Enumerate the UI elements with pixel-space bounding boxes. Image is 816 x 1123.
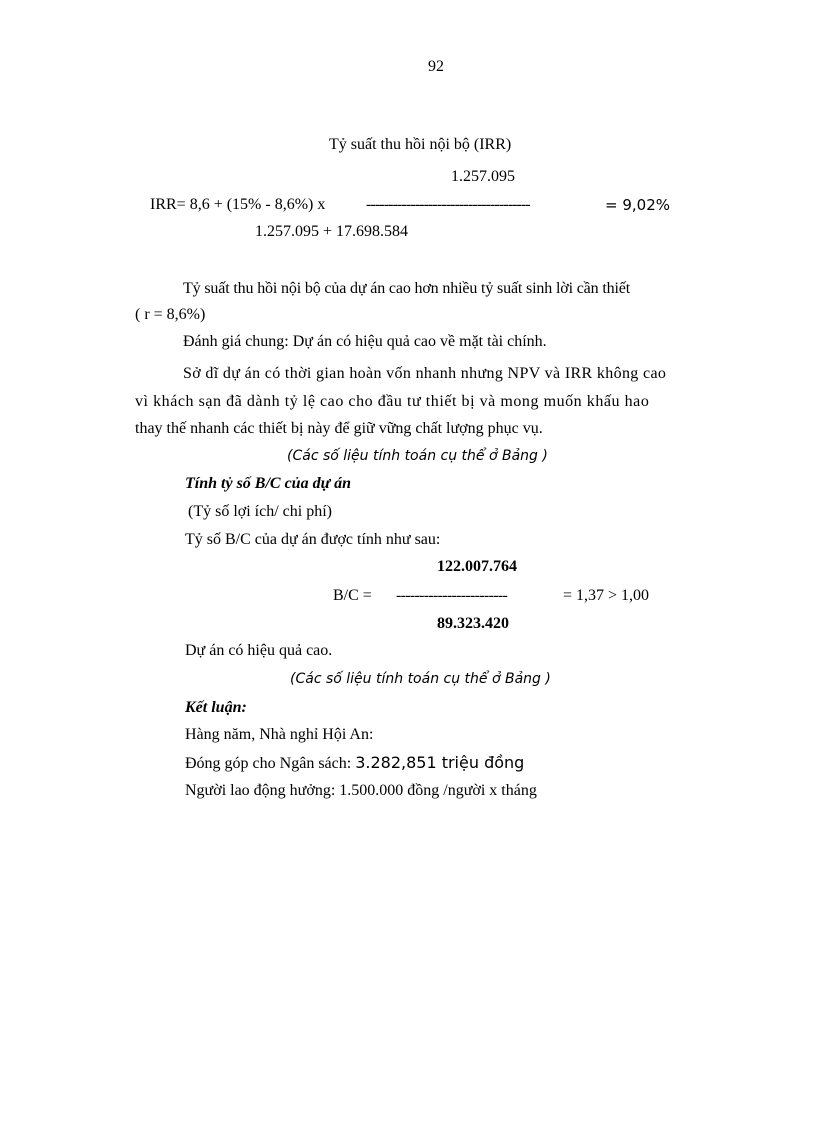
irr-fraction-line: ------------------------------------- [366, 196, 530, 213]
bc-subheading: (Tỷ số lợi ích/ chi phí) [188, 503, 332, 520]
bc-heading: Tính tỷ số B/C của dự án [185, 475, 352, 492]
irr-numerator: 1.257.095 [451, 168, 515, 185]
irr-result: = 9,02% [605, 196, 670, 214]
irr-heading: Tỷ suất thu hồi nội bộ (IRR) [329, 136, 512, 153]
bc-denominator: 89.323.420 [437, 615, 509, 632]
para2-line1: Sở dĩ dự án có thời gian hoàn vốn nhanh nhưng NPV và IRR không cao [183, 365, 667, 382]
contribution-label: Đóng góp cho Ngân sách: [185, 755, 356, 772]
para1-line1: Tỷ suất thu hồi nội bộ của dự án cao hơn nhiều tỷ suất sinh lời cần thiết [183, 280, 631, 297]
para1-line2: ( r = 8,6%) [135, 306, 206, 323]
bc-numerator: 122.007.764 [437, 558, 517, 575]
conclusion-line1: Hàng năm, Nhà nghỉ Hội An: [185, 726, 374, 743]
conclusion-contribution [185, 753, 524, 774]
irr-denominator: 1.257.095 + 17.698.584 [255, 223, 409, 240]
bc-conclusion: Dự án có hiệu quả cao. [185, 642, 333, 659]
para2-line3: thay thế nhanh các thiết bị này để giữ vững chất lượng phục vụ. [135, 420, 543, 437]
irr-formula-left: IRR= 8,6 + (15% - 8,6%) x [150, 196, 326, 213]
note-2: (Các số liệu tính toán cụ thể ở Bảng ) [290, 671, 551, 687]
assessment-text: Đánh giá chung: Dự án có hiệu quả cao về mặt tài chính. [183, 333, 547, 350]
note-1: (Các số liệu tính toán cụ thể ở Bảng ) [287, 448, 548, 464]
para2-line2: vì khách sạn đã dành tỷ lệ cao cho đầu tư thiết bị và mong muốn khấu hao [135, 393, 650, 410]
bc-label: B/C = [333, 587, 372, 604]
bc-result: = 1,37 > 1,00 [563, 587, 650, 604]
bc-intro: Tỷ số B/C của dự án được tính như sau: [185, 531, 441, 548]
conclusion-line3: Người lao động hưởng: 1.500.000 đồng /người x tháng [185, 782, 537, 799]
bc-fraction-line: ------------------------ [396, 587, 508, 604]
conclusion-heading: Kết luận: [185, 699, 247, 716]
contribution-value: 3.282,851 triệu đồng [355, 753, 525, 772]
page-number: 92 [428, 58, 444, 75]
